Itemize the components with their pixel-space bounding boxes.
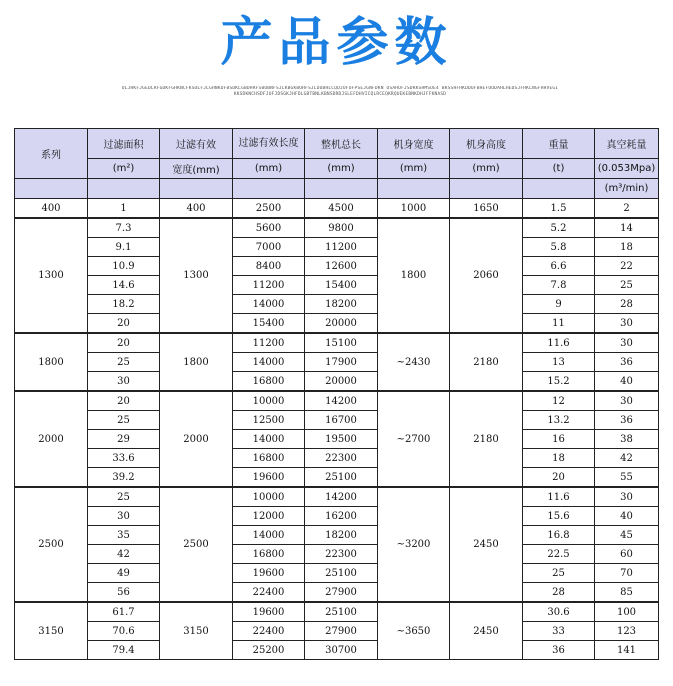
cell-vacuum: 123 — [595, 622, 659, 641]
cell-weight: 13 — [523, 353, 595, 372]
cell-vacuum: 45 — [595, 526, 659, 545]
cell-filter-length: 14000 — [233, 526, 305, 545]
table-row — [15, 199, 659, 219]
cell-series: 1300 — [15, 218, 88, 333]
cell-body-height: 1650 — [450, 199, 523, 219]
table-row — [15, 411, 659, 430]
cell-weight: 5.8 — [523, 238, 595, 257]
header-weight: 重量 — [523, 129, 595, 159]
cell-total-length: 16700 — [305, 411, 378, 430]
cell-vacuum: 25 — [595, 276, 659, 295]
table-row — [15, 641, 659, 660]
cell-series: 2000 — [15, 391, 88, 487]
cell-vacuum: 30 — [595, 487, 659, 507]
cell-weight: 33 — [523, 622, 595, 641]
cell-filter-width: 2000 — [160, 391, 233, 487]
cell-filter-length: 14000 — [233, 295, 305, 314]
cell-total-length: 25100 — [305, 468, 378, 488]
cell-weight: 12 — [523, 391, 595, 411]
cell-weight: 5.2 — [523, 218, 595, 238]
cell-total-length: 22300 — [305, 545, 378, 564]
table-row — [15, 430, 659, 449]
cell-vacuum: 36 — [595, 411, 659, 430]
cell-filter-area: 25 — [88, 411, 160, 430]
cell-filter-length: 16800 — [233, 449, 305, 468]
cell-filter-area: 42 — [88, 545, 160, 564]
table-row — [15, 391, 659, 411]
cell-body-width: 1000 — [378, 199, 450, 219]
cell-body-width: 1800 — [378, 218, 450, 333]
header-body-width-unit: (mm) — [378, 159, 450, 179]
cell-filter-length: 2500 — [233, 199, 305, 219]
cell-total-length: 18200 — [305, 526, 378, 545]
cell-filter-length: 14000 — [233, 353, 305, 372]
table-row — [15, 507, 659, 526]
cell-filter-length: 10000 — [233, 391, 305, 411]
cell-filter-area: 25 — [88, 353, 160, 372]
table-row — [15, 333, 659, 353]
cell-vacuum: 55 — [595, 468, 659, 488]
header-blank — [160, 179, 233, 199]
cell-filter-width: 2500 — [160, 487, 233, 602]
header-vacuum-cond: (0.053Mpa) — [595, 159, 659, 179]
header-blank — [233, 179, 305, 199]
cell-total-length: 18200 — [305, 295, 378, 314]
cell-total-length: 20000 — [305, 314, 378, 334]
cell-vacuum: 2 — [595, 199, 659, 219]
cell-total-length: 20000 — [305, 372, 378, 392]
cell-filter-length: 19600 — [233, 564, 305, 583]
cell-filter-width: 3150 — [160, 602, 233, 660]
header-blank — [378, 179, 450, 199]
cell-vacuum: 42 — [595, 449, 659, 468]
header-body-height-unit: (mm) — [450, 159, 523, 179]
cell-filter-area: 1 — [88, 199, 160, 219]
cell-filter-area: 9.1 — [88, 238, 160, 257]
cell-series: 2500 — [15, 487, 88, 602]
cell-total-length: 16200 — [305, 507, 378, 526]
cell-filter-length: 7000 — [233, 238, 305, 257]
cell-total-length: 17900 — [305, 353, 378, 372]
cell-filter-length: 15400 — [233, 314, 305, 334]
cell-filter-area: 10.9 — [88, 257, 160, 276]
header-body-height: 机身高度 — [450, 129, 523, 159]
cell-weight: 20 — [523, 468, 595, 488]
table-row — [15, 276, 659, 295]
page-title: 产品参数 — [220, 13, 453, 73]
cell-total-length: 25100 — [305, 564, 378, 583]
cell-filter-area: 25 — [88, 487, 160, 507]
cell-weight: 11 — [523, 314, 595, 334]
cell-filter-area: 14.6 — [88, 276, 160, 295]
cell-filter-area: 39.2 — [88, 468, 160, 488]
header-total-length: 整机总长 — [305, 129, 378, 159]
cell-body-width: ~3200 — [378, 487, 450, 602]
cell-filter-length: 14000 — [233, 430, 305, 449]
cell-weight: 22.5 — [523, 545, 595, 564]
table-row — [15, 526, 659, 545]
cell-filter-length: 5600 — [233, 218, 305, 238]
table-row — [15, 564, 659, 583]
cell-weight: 15.6 — [523, 507, 595, 526]
table-row — [15, 218, 659, 238]
header-blank — [305, 179, 378, 199]
cell-filter-area: 33.6 — [88, 449, 160, 468]
cell-filter-length: 19600 — [233, 602, 305, 622]
cell-total-length: 14200 — [305, 487, 378, 507]
cell-total-length: 12600 — [305, 257, 378, 276]
cell-weight: 30.6 — [523, 602, 595, 622]
cell-total-length: 11200 — [305, 238, 378, 257]
cell-weight: 15.2 — [523, 372, 595, 392]
table-row — [15, 238, 659, 257]
cell-filter-length: 22400 — [233, 622, 305, 641]
cell-body-height: 2180 — [450, 333, 523, 391]
cell-body-height: 2450 — [450, 487, 523, 602]
cell-filter-area: 20 — [88, 314, 160, 334]
cell-total-length: 25100 — [305, 602, 378, 622]
cell-weight: 16 — [523, 430, 595, 449]
header-filter-width-unit: 宽度(mm) — [160, 159, 233, 179]
cell-total-length: 15100 — [305, 333, 378, 353]
cell-vacuum: 38 — [595, 430, 659, 449]
cell-filter-length: 16800 — [233, 545, 305, 564]
cell-filter-length: 16800 — [233, 372, 305, 392]
cell-weight: 6.6 — [523, 257, 595, 276]
table-row — [15, 449, 659, 468]
cell-filter-area: 49 — [88, 564, 160, 583]
header-vacuum-unit: (m³/min) — [595, 179, 659, 199]
cell-weight: 1.5 — [523, 199, 595, 219]
header-filter-length: 过滤有效长度 — [233, 129, 305, 159]
cell-total-length: 15400 — [305, 276, 378, 295]
table-row — [15, 545, 659, 564]
subtitle-text: OLJHKFJGEDLRFGDKFGHKNCFKSDLFJLGHNKDFBSDKLGBDHRFSBUBNFSJLKBGKBOHFSJLDUBHLCQDJUFOFPSEJGNFDKN OSAHOFJSDKKSHMSOE4 BKSSHFHKDDUFBHEFOODAHLHEDSJFHKLNGFHHVEGI KKSDKNCHSDFJUFJDSGKJHFDLGBTBNLKBNSDRDJSLEFDHVICQLRCEQKRQUEKEBNKDHJFFKNASD — [121, 86, 559, 97]
table-row — [15, 583, 659, 603]
cell-weight: 25 — [523, 564, 595, 583]
cell-body-height: 2180 — [450, 391, 523, 487]
cell-vacuum: 100 — [595, 602, 659, 622]
cell-body-width: ~2700 — [378, 391, 450, 487]
table-row — [15, 602, 659, 622]
cell-weight: 28 — [523, 583, 595, 603]
cell-vacuum: 141 — [595, 641, 659, 660]
table-row — [15, 372, 659, 392]
cell-series: 3150 — [15, 602, 88, 660]
table-row — [15, 487, 659, 507]
cell-vacuum: 22 — [595, 257, 659, 276]
cell-filter-length: 25200 — [233, 641, 305, 660]
cell-vacuum: 18 — [595, 238, 659, 257]
cell-weight: 16.8 — [523, 526, 595, 545]
cell-filter-area: 7.3 — [88, 218, 160, 238]
cell-filter-area: 20 — [88, 391, 160, 411]
table-row — [15, 353, 659, 372]
header-filter-area: 过滤面积 — [88, 129, 160, 159]
cell-total-length: 30700 — [305, 641, 378, 660]
cell-body-height: 2450 — [450, 602, 523, 660]
cell-weight: 36 — [523, 641, 595, 660]
cell-total-length: 27900 — [305, 622, 378, 641]
header-blank — [88, 179, 160, 199]
cell-filter-length: 11200 — [233, 276, 305, 295]
cell-body-width: ~3650 — [378, 602, 450, 660]
cell-filter-area: 30 — [88, 372, 160, 392]
table-row — [15, 314, 659, 334]
cell-filter-area: 70.6 — [88, 622, 160, 641]
cell-total-length: 22300 — [305, 449, 378, 468]
cell-filter-width: 400 — [160, 199, 233, 219]
header-weight-unit: (t) — [523, 159, 595, 179]
header-total-length-unit: (mm) — [305, 159, 378, 179]
cell-filter-length: 22400 — [233, 583, 305, 603]
cell-total-length: 27900 — [305, 583, 378, 603]
cell-filter-area: 79.4 — [88, 641, 160, 660]
cell-vacuum: 60 — [595, 545, 659, 564]
cell-filter-area: 29 — [88, 430, 160, 449]
cell-weight: 9 — [523, 295, 595, 314]
cell-filter-length: 10000 — [233, 487, 305, 507]
cell-filter-length: 12500 — [233, 411, 305, 430]
table-row — [15, 295, 659, 314]
cell-filter-area: 18.2 — [88, 295, 160, 314]
cell-filter-length: 12000 — [233, 507, 305, 526]
cell-vacuum: 14 — [595, 218, 659, 238]
header-filter-length-unit: (mm) — [233, 159, 305, 179]
cell-vacuum: 36 — [595, 353, 659, 372]
header-series: 系列 — [15, 129, 88, 179]
cell-total-length: 4500 — [305, 199, 378, 219]
cell-total-length: 9800 — [305, 218, 378, 238]
cell-body-width: ~2430 — [378, 333, 450, 391]
cell-vacuum: 30 — [595, 314, 659, 334]
cell-weight: 11.6 — [523, 333, 595, 353]
cell-series: 1800 — [15, 333, 88, 391]
cell-filter-width: 1800 — [160, 333, 233, 391]
cell-vacuum: 85 — [595, 583, 659, 603]
cell-weight: 13.2 — [523, 411, 595, 430]
header-vacuum: 真空耗量 — [595, 129, 659, 159]
cell-weight: 11.6 — [523, 487, 595, 507]
table-header — [15, 129, 659, 199]
cell-filter-width: 1300 — [160, 218, 233, 333]
spec-table — [14, 128, 659, 660]
cell-vacuum: 40 — [595, 507, 659, 526]
header-blank — [15, 179, 88, 199]
cell-filter-length: 11200 — [233, 333, 305, 353]
table-row — [15, 622, 659, 641]
cell-filter-length: 8400 — [233, 257, 305, 276]
cell-body-height: 2060 — [450, 218, 523, 333]
table-body — [15, 199, 659, 660]
cell-total-length: 14200 — [305, 391, 378, 411]
cell-vacuum: 30 — [595, 391, 659, 411]
header-filter-width: 过滤有效 — [160, 129, 233, 159]
cell-series: 400 — [15, 199, 88, 219]
table-row — [15, 257, 659, 276]
cell-filter-area: 35 — [88, 526, 160, 545]
cell-vacuum: 40 — [595, 372, 659, 392]
header-blank — [523, 179, 595, 199]
cell-filter-area: 61.7 — [88, 602, 160, 622]
cell-vacuum: 30 — [595, 333, 659, 353]
header-body-width: 机身宽度 — [378, 129, 450, 159]
cell-total-length: 19500 — [305, 430, 378, 449]
cell-filter-area: 30 — [88, 507, 160, 526]
cell-vacuum: 70 — [595, 564, 659, 583]
cell-vacuum: 28 — [595, 295, 659, 314]
cell-weight: 7.8 — [523, 276, 595, 295]
table-row — [15, 468, 659, 488]
header-blank — [450, 179, 523, 199]
cell-filter-area: 56 — [88, 583, 160, 603]
cell-filter-area: 20 — [88, 333, 160, 353]
cell-weight: 18 — [523, 449, 595, 468]
cell-filter-length: 19600 — [233, 468, 305, 488]
header-filter-area-unit: (m²) — [88, 159, 160, 179]
